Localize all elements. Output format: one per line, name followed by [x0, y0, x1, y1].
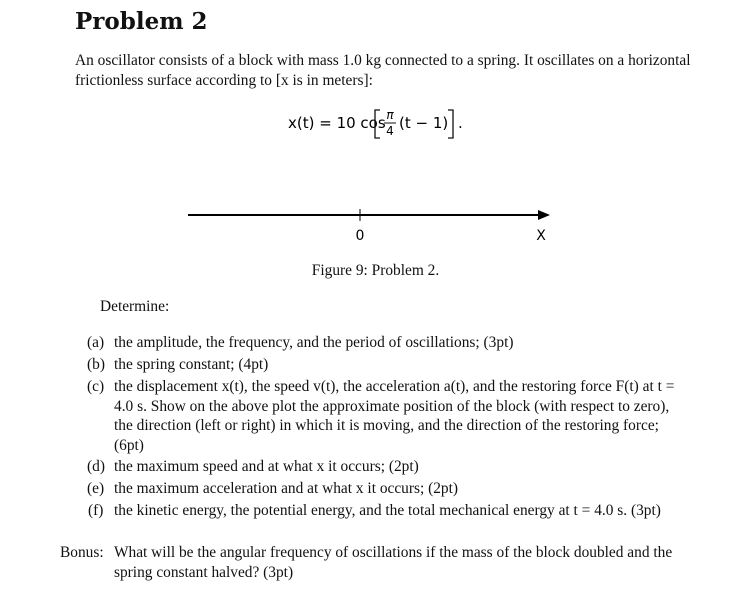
item-label: (f) — [88, 502, 104, 519]
item-label: (d) — [87, 458, 105, 475]
equation-lhs: x(t) = 10 cos — [288, 114, 386, 132]
determine-heading: Determine: — [100, 298, 170, 315]
item-label: (e) — [87, 480, 105, 497]
origin-label: 0 — [355, 228, 365, 244]
item-text: the spring constant; (4pt) — [114, 356, 269, 373]
equation-inner: (t − 1) — [399, 114, 449, 132]
problem-title: Problem 2 — [75, 8, 208, 35]
item-text: the maximum acceleration and at what x it occurs; (2pt) — [114, 480, 459, 497]
item-text: the amplitude, the frequency, and the period of oscillations; (3pt) — [114, 334, 514, 351]
x-axis-arrowhead — [538, 210, 550, 220]
item-text: the displacement x(t), the speed v(t), the acceleration a(t), and the restoring force F(t) at t = 4.0 s. Show on the above plot the approximate position of the block (with respect to zero), the direction (left or right) in which it is moving, and the direction of the restoring force; (6pt) — [114, 378, 675, 454]
item-text: the maximum speed and at what x it occurs; (2pt) — [114, 458, 419, 475]
figure-caption: Figure 9: Problem 2. — [311, 262, 440, 279]
bonus-label: Bonus: — [60, 544, 104, 561]
equation-denominator: 4 — [386, 124, 394, 138]
x-axis-label: X — [536, 228, 546, 244]
problem-intro: An oscillator consists of a block with mass 1.0 kg connected to a spring. It oscillates on a horizontal frictionless surface according to [x is in meters]: — [75, 52, 691, 89]
x-axis-figure — [0, 200, 751, 250]
item-label: (a) — [87, 334, 105, 351]
item-label: (b) — [87, 356, 105, 373]
item-text: the kinetic energy, the potential energy, and the total mechanical energy at t = 4.0 s. (3pt) — [114, 502, 661, 519]
item-label: (c) — [87, 378, 105, 395]
equation-right-bracket — [448, 110, 453, 138]
equation-period: . — [458, 114, 463, 132]
equation-numerator: π — [386, 108, 394, 122]
bonus-text: What will be the angular frequency of oscillations if the mass of the block doubled and the spring constant halved? (3pt) — [114, 544, 673, 581]
displacement-equation — [0, 104, 751, 144]
